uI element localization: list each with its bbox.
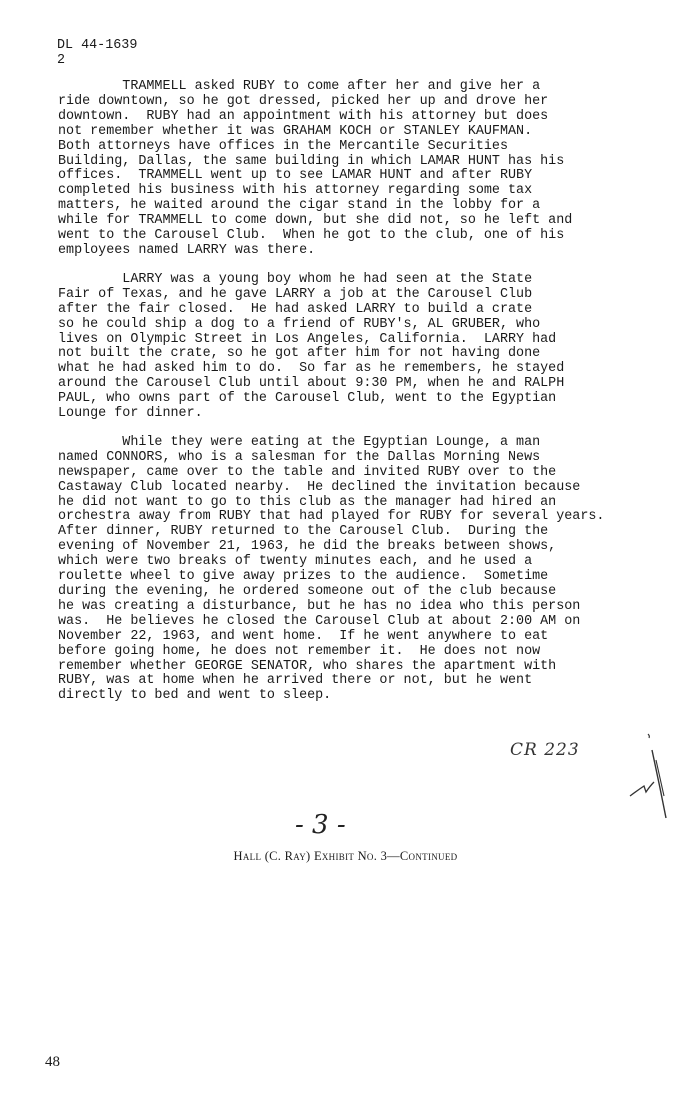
paragraph-3 [58, 436, 668, 704]
handwritten-mark-icon [620, 730, 680, 830]
text-line: before going home, he does not remember it. He does not now [58, 643, 541, 659]
text-line: he was creating a disturbance, but he has no idea who this person [58, 598, 581, 614]
exhibit-caption: Hall (C. Ray) Exhibit No. 3—Continued [233, 849, 458, 863]
text-line: roulette wheel to give away prizes to the audience. Sometime [58, 569, 549, 585]
text-line: RUBY, was at home when he arrived there or not, but he went [58, 673, 533, 689]
text-line: After dinner, RUBY returned to the Carousel Club. During the [58, 524, 549, 540]
text-line: While they were eating at the Egyptian Lounge, a man [58, 434, 541, 450]
text-line: lives on Olympic Street in Los Angeles, California. LARRY had [58, 331, 557, 347]
text-line: offices. TRAMMELL went up to see LAMAR HUNT and after RUBY [58, 168, 533, 184]
text-line: named CONNORS, who is a salesman for the Dallas Morning News [58, 449, 541, 465]
file-reference [57, 38, 137, 68]
text-line: during the evening, he ordered someone out of the club because [58, 584, 557, 599]
text-line: what he had asked him to do. So far as he remembers, he stayed [58, 361, 565, 377]
text-line: TRAMMELL asked RUBY to come after her and give her a [58, 79, 541, 94]
text-line: orchestra away from RUBY that had played for RUBY for several years. [58, 509, 605, 525]
text-line: Lounge for dinner. [58, 406, 203, 422]
page-number: 48 [45, 1054, 60, 1070]
document-body [58, 80, 668, 718]
text-line: Both attorneys have offices in the Mercantile Securities [58, 138, 508, 154]
text-line: newspaper, came over to the table and invited RUBY over to the [58, 464, 557, 480]
text-line: ride downtown, so he got dressed, picked her up and drove her [58, 93, 549, 109]
paragraph-1 [58, 80, 668, 259]
text-line: directly to bed and went to sleep. [58, 688, 332, 704]
text-line: while for TRAMMELL to come down, but she did not, so he left and [58, 213, 573, 229]
file-number: DL 44-1639 [57, 38, 138, 53]
text-line: Building, Dallas, the same building in which LAMAR HUNT has his [58, 153, 565, 169]
page-index: 2 [57, 53, 66, 68]
text-line: matters, he waited around the cigar stand in the lobby for a [58, 198, 541, 214]
text-line: not remember whether it was GRAHAM KOCH or STANLEY KAUFMAN. [58, 123, 533, 139]
page-mark: - 3 - [295, 810, 346, 840]
handwritten-annotation: CR 223 [510, 740, 580, 760]
text-line: evening of November 21, 1963, he did the breaks between shows, [58, 539, 557, 555]
text-line: after the fair closed. He had asked LARRY to build a crate [58, 301, 533, 317]
text-line: which were two breaks of twenty minutes each, and he used a [58, 554, 533, 570]
text-line: not built the crate, so he got after him for not having done [58, 346, 541, 362]
text-line: went to the Carousel Club. When he got to the club, one of his [58, 228, 565, 244]
text-line: Fair of Texas, and he gave LARRY a job at the Carousel Club [58, 286, 533, 302]
text-line: around the Carousel Club until about 9:30 PM, when he and RALPH [58, 376, 565, 392]
text-line: was. He believes he closed the Carousel Club at about 2:00 AM on [58, 613, 581, 629]
text-line: remember whether GEORGE SENATOR, who shares the apartment with [58, 658, 557, 674]
text-line: completed his business with his attorney regarding some tax [58, 183, 533, 199]
paragraph-2 [58, 273, 668, 422]
text-line: LARRY was a young boy whom he had seen at the State [58, 271, 533, 287]
text-line: employees named LARRY was there. [58, 242, 316, 258]
text-line: so he could ship a dog to a friend of RUBY's, AL GRUBER, who [58, 316, 541, 332]
text-line: Castaway Club located nearby. He declined the invitation because [58, 479, 581, 495]
text-line: he did not want to go to this club as the manager had hired an [58, 494, 557, 510]
text-line: PAUL, who owns part of the Carousel Club, went to the Egyptian [58, 391, 557, 407]
text-line: November 22, 1963, and went home. If he went anywhere to eat [58, 628, 549, 644]
text-line: downtown. RUBY had an appointment with his attorney but does [58, 108, 549, 124]
